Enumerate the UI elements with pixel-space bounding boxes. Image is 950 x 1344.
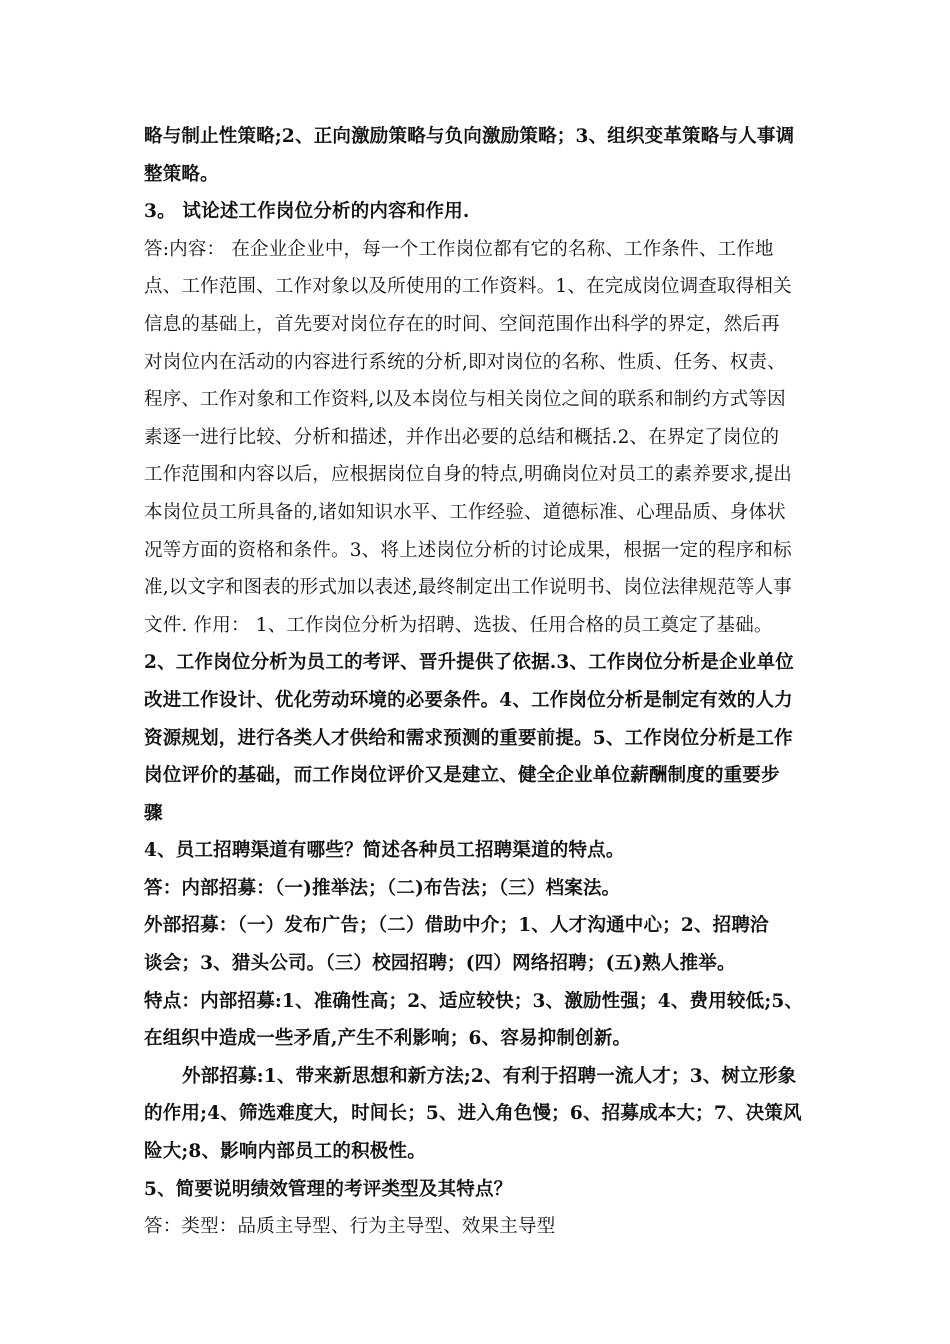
text-line: 信息的基础上，首先要对岗位存在的时间、空间范围作出科学的界定，然后再 — [144, 313, 780, 335]
question-4-heading: 4、员工招聘渠道有哪些？简述各种员工招聘渠道的特点。 — [144, 840, 625, 862]
text-line: 骤 — [144, 802, 163, 824]
text-line: 2、工作岗位分析为员工的考评、晋升提供了依据.3、工作岗位分析是企业单位 — [144, 652, 794, 674]
text-line: 外部招募：（一）发布广告；（二）借助中介；1、人才沟通中心；2、招聘洽 — [144, 915, 769, 937]
text-line: 本岗位员工所具备的,诸如知识水平、工作经验、道德标准、心理品质、身体状 — [144, 501, 786, 523]
text-line: 险大;8、影响内部员工的积极性。 — [144, 1141, 426, 1163]
text-line: 况等方面的资格和条件。3、将上述岗位分析的讨论成果，根据一定的程序和标 — [144, 539, 792, 561]
text-line: 工作范围和内容以后，应根据岗位自身的特点,明确岗位对员工的素养要求,提出 — [144, 464, 792, 486]
text-line: 点、工作范围、工作对象以及所使用的工作资料。1、在完成岗位调查取得相关 — [144, 276, 792, 298]
text-line: 改进工作设计、优化劳动环境的必要条件。4、工作岗位分析是制定有效的人力 — [144, 689, 793, 711]
document-body — [144, 118, 812, 1246]
text-line: 岗位评价的基础，而工作岗位评价又是建立、健全企业单位薪酬制度的重要步 — [144, 765, 780, 787]
text-line: 外部招募:1、带来新思想和新方法;2、有利于招聘一流人才；3、树立形象 — [182, 1065, 797, 1087]
text-line: 程序、工作对象和工作资料,以及本岗位与相关岗位之间的联系和制约方式等因 — [144, 389, 786, 411]
text-line: 答:内容： 在企业企业中，每一个工作岗位都有它的名称、工作条件、工作地 — [144, 238, 774, 260]
text-line: 答：内部招募：（一)推举法；（二)布告法；（三）档案法。 — [144, 877, 621, 899]
text-line: 对岗位内在活动的内容进行系统的分析,即对岗位的名称、性质、任务、权责、 — [144, 351, 786, 373]
text-line: 在组织中造成一些矛盾,产生不利影响；6、容易抑制创新。 — [144, 1028, 632, 1050]
text-line: 文件. 作用： 1、工作岗位分析为招聘、选拔、任用合格的员工奠定了基础。 — [144, 614, 773, 636]
text-line: 素逐一进行比较、分析和描述，并作出必要的总结和概括.2、在界定了岗位的 — [144, 426, 780, 448]
text-line: 整策略。 — [144, 163, 219, 185]
question-5-heading: 5、简要说明绩效管理的考评类型及其特点？ — [144, 1178, 513, 1200]
text-line: 准,以文字和图表的形式加以表述,最终制定出工作说明书、岗位法律规范等人事 — [144, 577, 792, 599]
text-line: 资源规划，进行各类人才供给和需求预测的重要前提。5、工作岗位分析是工作 — [144, 727, 793, 749]
text-line: 略与制止性策略;2、正向激励策略与负向激励策略；3、组织变革策略与人事调 — [144, 126, 795, 147]
text-line: 谈会；3、猎头公司。（三）校园招聘；(四）网络招聘；(五)熟人推举。 — [144, 953, 736, 975]
text-line: 特点：内部招募:1、准确性高；2、适应较快；3、激励性强；4、费用较低;5、 — [144, 990, 804, 1012]
question-3-heading: 3。 试论述工作岗位分析的内容和作用. — [144, 201, 470, 223]
text-line: 的作用;4、筛选难度大，时间长；5、进入角色慢；6、招募成本大；7、决策风 — [144, 1103, 802, 1125]
text-line: 答：类型：品质主导型、行为主导型、效果主导型 — [144, 1216, 556, 1238]
